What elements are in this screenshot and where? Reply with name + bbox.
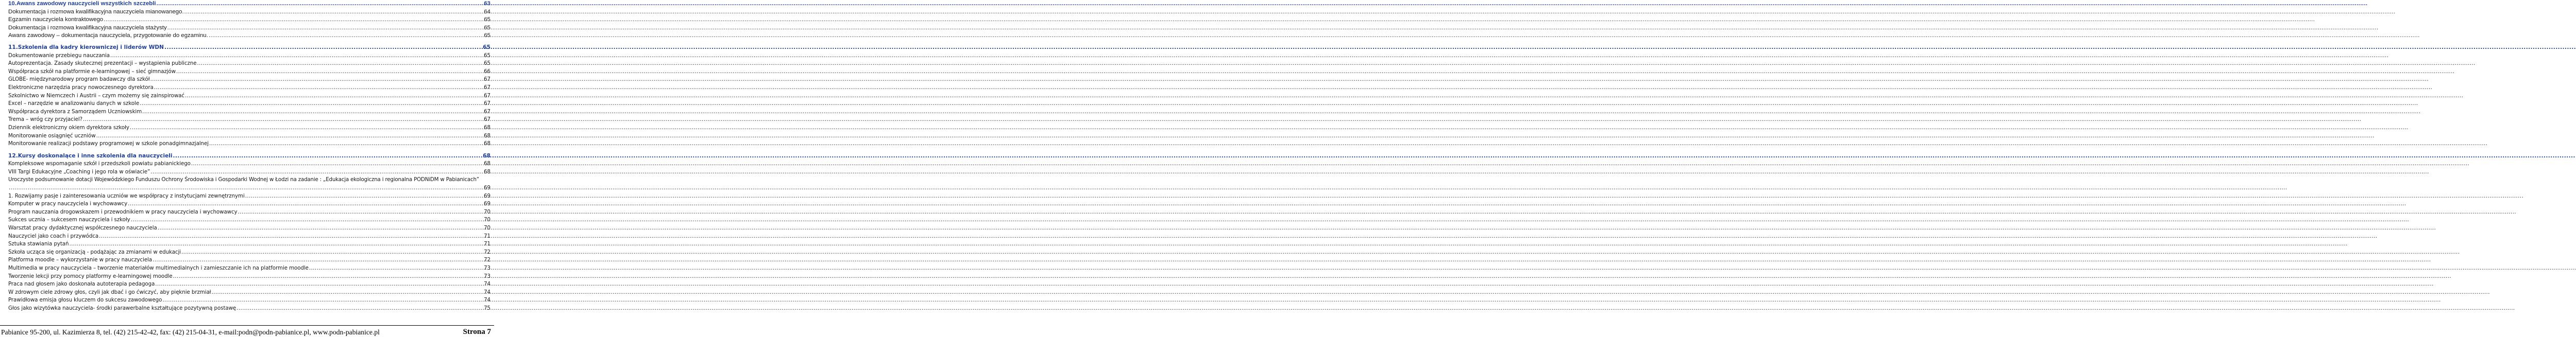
entry-title: VIII Targi Edukacyjne „Coaching i jego rola w oświacie” [8,168,150,175]
toc-entry[interactable] [8,160,490,168]
toc-entry[interactable] [8,264,490,273]
page-number: 64 [484,8,490,15]
toc-entry[interactable] [8,305,490,313]
toc-section-heading[interactable] [8,152,490,161]
dot-leader [96,132,484,140]
entry-title: Nauczyciel jako coach i przywódca [8,233,99,239]
dot-leader [131,216,483,224]
dot-leader [191,160,483,168]
page-number: 69 [484,201,490,207]
page-number: 65 [484,32,490,39]
toc-entry[interactable] [8,208,490,217]
toc-entry[interactable] [8,296,490,305]
page-number: 71 [484,233,490,239]
page-number: 67 [484,108,490,115]
page-number: 68 [484,161,490,167]
dot-leader [238,208,484,217]
entry-title: Dokumentowanie przebiegu nauczania [8,52,110,59]
entry-title: Program nauczania drogowskazem i przewodnikiem w pracy nauczyciela i wychowawcy [8,208,238,215]
page-number: 71 [484,241,490,247]
toc-entry[interactable] [8,116,490,124]
dot-leader [99,233,483,241]
dot-leader [142,108,483,116]
page-number: 72 [484,249,490,255]
toc-entry[interactable] [8,76,490,84]
toc-entry[interactable] [8,52,490,60]
page-number: 65 [483,44,490,50]
entry-title: 1. Rozwijamy pasje i zainteresowania uczniów we współpracy z instytucjami zewnętrznymi [8,192,245,199]
page-number: 75 [484,305,490,311]
dot-leader [150,168,483,176]
dot-leader [128,200,483,208]
toc-entry[interactable] [8,256,490,264]
page-number: 74 [484,281,490,288]
toc-entry[interactable] [8,289,490,297]
toc-entry[interactable] [8,108,490,116]
toc-entry[interactable] [8,100,490,108]
page-number: 65 [484,52,490,59]
dot-leader [157,0,484,8]
toc-entry[interactable] [8,192,490,201]
dot-leader [140,100,483,108]
toc-section-heading[interactable] [8,44,490,52]
dot-leader [152,256,483,264]
dot-leader [185,92,483,100]
entry-title: Monitorowanie realizacji podstawy programowej w szkole ponadgimnazjalnej [8,140,209,147]
page-number: 66 [484,68,490,75]
toc-section-heading[interactable] [8,0,490,8]
dot-leader [130,124,483,132]
section-number: 11. [8,44,18,50]
dot-leader [162,296,483,305]
section-title: Awans zawodowy nauczycieli wszystkich szczebli [16,1,156,7]
toc-entry[interactable] [8,280,490,289]
entry-continuation [8,184,490,192]
toc-entry[interactable] [8,24,490,32]
section-10-entries [8,8,490,40]
page-number: 67 [484,84,490,91]
dot-leader [209,140,483,148]
page-number: 72 [484,257,490,263]
dot-leader [154,84,483,92]
dot-leader [173,152,483,161]
toc-entry[interactable] [8,132,490,140]
page-number: 65 [484,24,490,31]
page-number: 69 [484,185,490,191]
toc-entry[interactable] [8,273,490,281]
entry-title: Egzamin nauczyciela kontraktowego [8,16,104,23]
section-11-entries [8,52,490,148]
page-number: 69 [484,192,490,199]
toc-entry[interactable] [8,140,490,148]
toc-entry[interactable] [8,84,490,92]
dot-leader [104,16,483,24]
page-number: 63 [484,1,490,7]
dot-leader [236,305,483,313]
entry-title: Dokumentacja i rozmowa kwalifikacyjna nauczyciela stażysty [8,24,167,31]
entry-title: Współpraca szkół na platformie e-learningowej – sieć gimnazjów [8,68,176,75]
entry-title: Kompleksowe wspomaganie szkół i przedszkoli powiatu pabianickiego [8,161,191,167]
toc-entry[interactable] [8,233,490,241]
toc-entry[interactable] [8,200,490,208]
dot-leader [155,280,483,289]
entry-title: Excel – narzędzie w analizowaniu danych w szkole [8,100,140,107]
page-number: 73 [484,273,490,279]
page-number: 74 [484,297,490,304]
entry-title: Uroczyste podsumowanie dotacji Wojewódzkiego Funduszu Ochrony Środowiska i Gospodarki Wodnej w Łodzi na zadanie : „Edukacja ekologiczna i regionalna PODNiDM w Pabianicach” [8,176,479,183]
dot-leader [245,192,483,201]
entry-title: Komputer w pracy nauczyciela i wychowawcy [8,201,128,207]
entry-title: Sukces ucznia – sukcesem nauczyciela i szkoły [8,217,130,223]
entry-title: Dokumentacja i rozmowa kwalifikacyjna nauczyciela mianowanego. [8,8,184,15]
toc-entry[interactable] [8,168,490,176]
page-number: 67 [484,100,490,107]
page-footer [0,325,494,336]
section-12-entries-a [8,160,490,176]
dot-leader [212,289,484,297]
footer-address: Pabianice 95-200, ul. Kazimierza 8, tel. (42) 215-42-42, fax: (42) 215-04-31, e-mail:podn@podn-pabianice.pl, www.podn-pabianice.pl [1,328,380,336]
page-number: 65 [484,16,490,23]
section-number: 10. [8,1,16,7]
entry-title: Trema – wróg czy przyjaciel? [8,116,82,123]
dot-leader [309,264,483,273]
section-title: Kursy doskonalące i inne szkolenia dla nauczycieli [18,152,173,159]
page-number: 70 [484,217,490,223]
dot-leader [184,8,484,16]
entry-title: Awans zawodowy – dokumentacja nauczyciela, przygotowanie do egzaminu. [8,32,208,39]
dot-leader [110,52,483,60]
entry-title: Szkoła ucząca się organizacją - podążając za zmianami w edukacji [8,249,181,255]
dot-leader [167,24,484,32]
dot-leader [164,44,482,52]
toc-entry[interactable] [8,32,490,40]
dot-leader [69,240,483,249]
dot-leader [158,224,483,233]
dot-leader [181,249,483,257]
entry-title: Multimedia w pracy nauczyciela – tworzenie materiałów multimedialnych i zamieszczanie ich na platformie moodle [8,265,309,271]
entry-title: Współpraca dyrektora z Samorządem Uczniowskim [8,108,142,115]
page-number: 73 [484,265,490,271]
entry-title: Głos jako wizytówka nauczyciela- środki parawerbalne kształtujące pozytywną postawę [8,305,236,311]
toc-entry[interactable] [8,60,490,68]
entry-title: Warsztat pracy dydaktycznej współczesnego nauczyciela [8,225,157,232]
spacer [8,40,490,44]
dot-leader [150,76,484,84]
spacer [8,148,490,152]
entry-title: W zdrowym ciele zdrowy głos, czyli jak dbać i go ćwiczyć, aby pięknie brzmiał [8,289,211,295]
toc-entry[interactable] [8,240,490,249]
dot-leader [173,273,484,281]
table-of-contents [8,0,490,313]
toc-entry[interactable] [8,92,490,100]
dot-leader [197,60,483,68]
page-number: 67 [484,76,490,83]
section-number: 12. [8,152,18,159]
entry-title: Monitorowanie osiągnięć uczniów [8,132,96,139]
entry-title: GLOBE- międzynarodowy program badawczy dla szkół [8,76,150,83]
dot-leader [209,32,483,40]
page-number: 68 [484,124,490,131]
page-number: 68 [483,152,490,159]
toc-entry[interactable] [8,249,490,257]
entry-title: Platforma moodle – wykorzystanie w pracy nauczyciela [8,257,152,263]
section-12-entries-b [8,192,490,313]
section-title: Szkolenia dla kadry kierowniczej i liderów WDN [18,44,164,50]
entry-title: Szkolnictwo w Niemczech i Austrii – czym możemy się zainspirować [8,92,184,99]
page-number: 67 [484,92,490,99]
entry-title: Tworzenie lekcji przy pomocy platformy e-learningowej moodle [8,273,173,279]
dot-leader [9,184,483,192]
toc-entry[interactable] [8,216,490,224]
toc-entry[interactable] [8,224,490,233]
toc-entry[interactable] [8,8,490,16]
toc-entry-wrapped[interactable] [8,176,490,192]
page-number: 68 [484,132,490,139]
entry-title: Sztuka stawiania pytań [8,241,69,247]
entry-title: Dziennik elektroniczny okiem dyrektora szkoły [8,124,129,131]
toc-entry[interactable] [8,68,490,76]
footer-page-number: Strona 7 [463,328,491,336]
page-number: 68 [484,168,490,175]
page-number: 70 [484,225,490,232]
toc-entry[interactable] [8,124,490,132]
dot-leader [83,116,483,124]
entry-title: Praca nad głosem jako doskonała autoterapia pedagoga [8,281,155,288]
entry-title: Prawidłowa emisja głosu kluczem do sukcesu zawodowego [8,297,162,304]
dot-leader [176,68,483,76]
page-number: 74 [484,289,490,295]
page-number: 67 [484,116,490,123]
toc-entry[interactable] [8,16,490,24]
page-number: 65 [484,60,490,67]
entry-title: Autoprezentacja. Zasady skutecznej prezentacji – wystąpienia publiczne [8,60,197,67]
page-number: 68 [484,140,490,147]
entry-title: Elektroniczne narzędzia pracy nowoczesnego dyrektora [8,84,154,91]
page-number: 70 [484,208,490,215]
